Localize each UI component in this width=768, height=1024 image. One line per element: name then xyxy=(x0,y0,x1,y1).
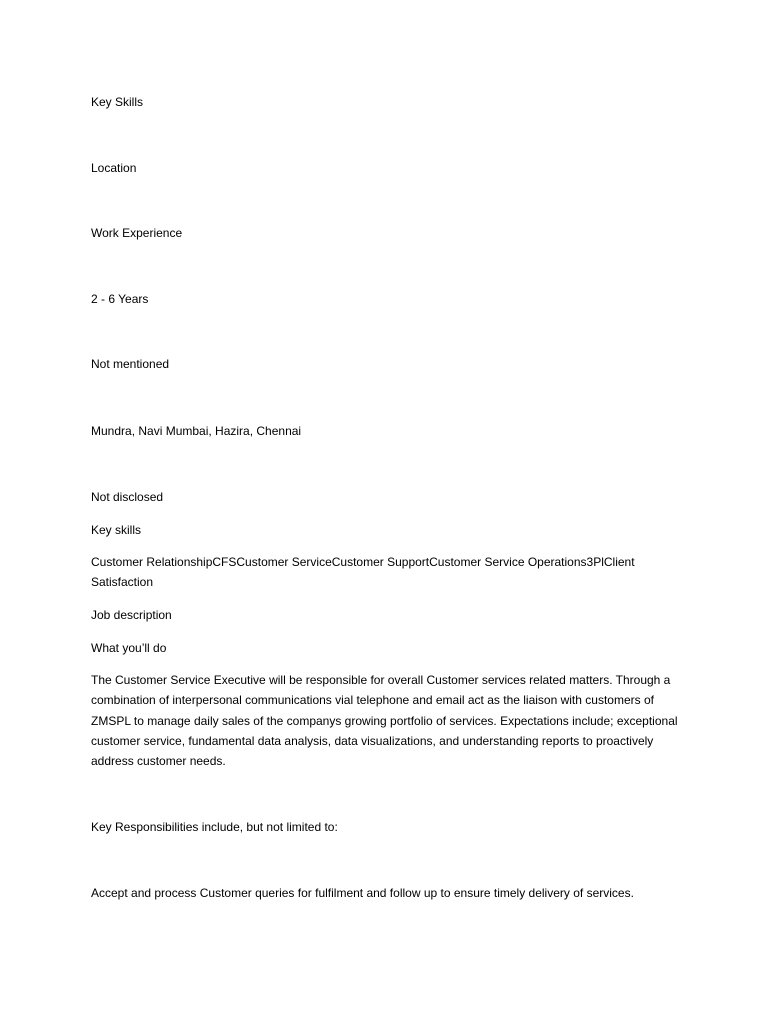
skills-list: Customer RelationshipCFSCustomer ServiceCustomer SupportCustomer Service Operations3PlClient Satisfaction xyxy=(91,555,635,590)
job-description-label: Job description xyxy=(91,608,172,622)
what-you-do-label: What you’ll do xyxy=(91,641,167,655)
location-heading: Location xyxy=(91,161,137,175)
description-paragraph: The Customer Service Executive will be responsible for overall Customer services related matters. Through a combination of interpersonal communications vial telephone and email act as the liaison with customers of ZMSPL to manage daily sales of the companys growing portfolio of services. Expectations include; exceptional customer service, fundamental data analysis, data visualizations, and understanding reports to proactively address customer needs. xyxy=(91,673,678,769)
key-skills-heading: Key Skills xyxy=(91,95,144,109)
work-experience-heading: Work Experience xyxy=(91,226,183,240)
responsibilities-heading: Key Responsibilities include, but not limited to: xyxy=(91,820,338,834)
salary-value: Not mentioned xyxy=(91,357,170,371)
responsibility-item: Accept and process Customer queries for fulfilment and follow up to ensure timely delivery of services. xyxy=(91,886,634,900)
experience-value: 2 - 6 Years xyxy=(91,292,149,306)
key-skills-label: Key skills xyxy=(91,523,142,537)
disclosure-value: Not disclosed xyxy=(91,490,164,504)
location-value: Mundra, Navi Mumbai, Hazira, Chennai xyxy=(91,424,302,438)
